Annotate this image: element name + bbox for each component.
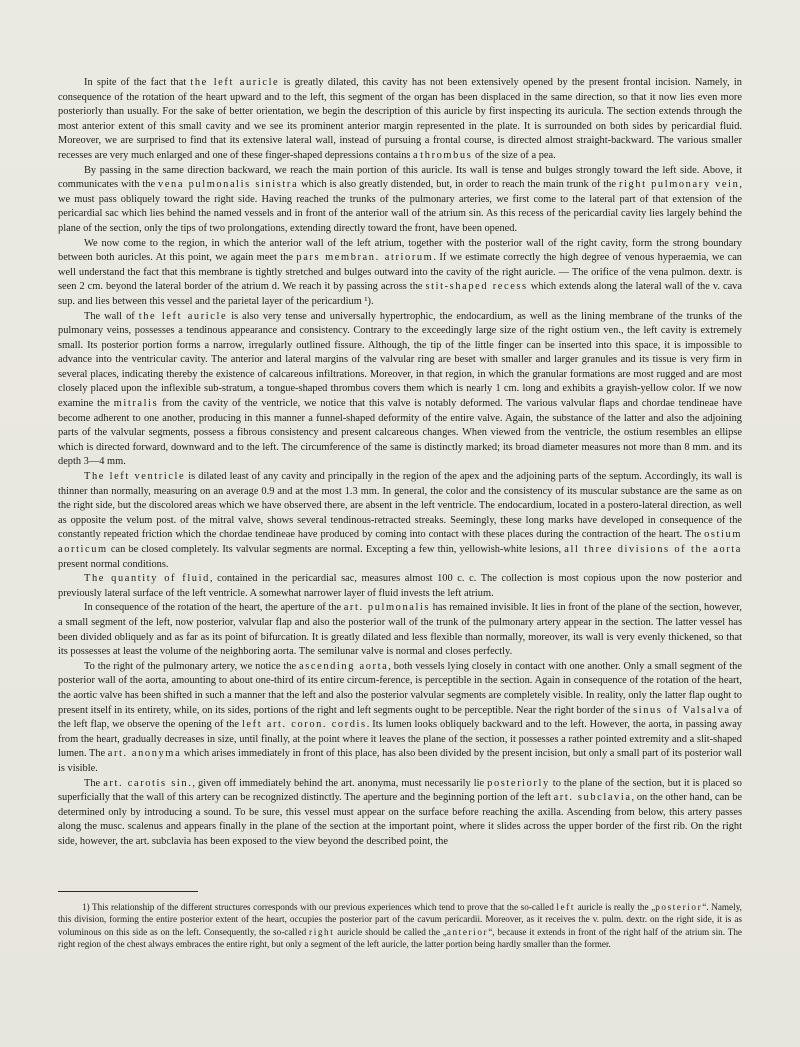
spaced-term: left bbox=[556, 902, 576, 912]
spaced-term: ascending aorta bbox=[299, 660, 389, 672]
text-run: , on the other hand, can be determined only by introducing a sound. To be sure, this vessel must appear on the surface before reaching the axilla. Ascending from below, this artery passes along the musc. scalenus and appears finally in the plane of the section at the important point, where it slides across the upper border of the first rib. On the right side, however, the art. subclavia has been exposed to the view beyond the described point, the bbox=[58, 792, 743, 847]
spaced-term: The left ventricle bbox=[84, 471, 186, 483]
text-run: can be closed completely. Its valvular segments are normal. Excepting a few thin, yellowish-white lesions, bbox=[107, 544, 565, 555]
spaced-term: pars membran. atriorum bbox=[296, 252, 434, 264]
spaced-term: art. pulmonalis bbox=[343, 602, 431, 614]
text-run: is greatly dilated, this cavity has not been extensively opened by the present frontal incision. Namely, in consequence of the rotation of the heart upward and to the left, this segment of the organ has been displaced in the same direction, so that it now lies even more posteriorly than usually. For the sake of better orientation, we begin the description of this auricle by first inspecting its auricula. The section extends through the most anterior extent of this small cavity and we see its prominent anterior margin represented in the plate. It is surrounded on both sides by pericardial fluid. Moreover, we are surprised to find that its extensive lateral wall, instead of pursuing a frontal course, is directed almost straight-backward. The various smaller recesses are very much enlarged and one of these finger-shaped depressions contains a bbox=[58, 77, 742, 161]
text-run: auricle is really the „ bbox=[575, 902, 656, 912]
spaced-term: all three divisions of the aorta bbox=[564, 544, 742, 555]
paragraph bbox=[58, 470, 742, 572]
text-run: . Its lumen looks obliquely backward and to the left. However, the aorta, in passing away from the heart, gradually decreases in size, until finally, at the point where it leaves the plane of the section, it possesses a rather pointed extremity and a slit-shaped lumen. The bbox=[58, 719, 742, 760]
text-run: , both vessels lying closely in contact with one another. Only a small segment of the posterior wall of the aorta, amounting to about one-third of its entire circum-ference, is perceptible in the section. Again in consequence of the rotation of the heart, the aortic valve has been shifted in such a manner that the left and also the posterior valvular segments are completely visible. In reality, only the latter flap ought to present itself in its entirety, while, on its sides, portions of the right and left segments ought to be perceptible. Near the right border of the bbox=[58, 660, 742, 716]
spaced-term: right bbox=[309, 926, 335, 937]
text-run: auricle should be called the „ bbox=[334, 926, 447, 937]
paragraph bbox=[58, 164, 742, 237]
spaced-term: the left auricle bbox=[190, 77, 280, 88]
text-run: 1) This relationship of the different structures corresponds with our previous experiences which tend to prove that the so-called bbox=[82, 902, 557, 912]
text-run: We now come to the region, in which the anterior wall of the left atrium, together with the posterior wall of the right cavity, form the strong boundary between both auricles. At this point, we again meet the bbox=[58, 237, 742, 264]
spaced-term: art. anonyma bbox=[107, 748, 182, 760]
text-run: , given off immediately behind the art. anonyma, must necessarily lie bbox=[192, 777, 488, 789]
paragraph bbox=[58, 237, 742, 310]
text-run: of the left flap, we observe the opening of the bbox=[58, 704, 742, 731]
footnote bbox=[58, 901, 742, 951]
paragraph bbox=[58, 601, 742, 659]
text-run: which arises immediately in front of this place, has also been divided by the present incision, but only a small part of its posterior wall is visible. bbox=[58, 748, 742, 774]
spaced-term: the left auricle bbox=[138, 310, 228, 322]
spaced-term: vena pulmonalis sinistra bbox=[158, 179, 299, 191]
text-run: to the plane of the section, but it is placed so superficially that the wall of this artery can be recognized distinctly. The aperture and the beginning portion of the left bbox=[58, 777, 742, 804]
spaced-term: posteriorly bbox=[487, 777, 550, 789]
paragraph bbox=[58, 310, 742, 471]
spaced-term: art. subclavia bbox=[553, 792, 632, 804]
spaced-term: art. carotis sin. bbox=[103, 777, 193, 789]
text-run: The wall of bbox=[84, 310, 139, 322]
footnote-text bbox=[58, 901, 742, 951]
text-run: , we must pass obliquely toward the right side. Having reached the trunks of the pulmonary arteries, we first come to the lateral part of that extension of the pericardial sac which lies behind the named vessels and in front of the anterior wall of the atrium sin. As this recess of the pericardial cavity lies largely behind the plane of the section, only the tips of two prolongations, extending directly toward the front, have been opened. bbox=[58, 179, 742, 234]
spaced-term: ostium aorticum bbox=[58, 529, 742, 555]
text-run: In spite of the fact that bbox=[84, 77, 191, 88]
body-text bbox=[58, 76, 742, 849]
text-run: of the size of a pea. bbox=[472, 149, 556, 161]
text-run: By passing in the same direction backward, we reach the main portion of this auricle. Its wall is tense and bulges strongly toward the left side. Above, it communicates with the bbox=[58, 164, 742, 191]
text-run: present normal conditions. bbox=[58, 558, 169, 570]
spaced-term: left art. coron. cordis bbox=[241, 719, 367, 731]
spaced-term: anterior bbox=[446, 926, 489, 937]
paragraph bbox=[58, 572, 742, 601]
spaced-term: thrombus bbox=[420, 149, 473, 161]
spaced-term: stit-shaped recess bbox=[425, 281, 528, 293]
paragraph bbox=[58, 777, 742, 850]
text-run: The bbox=[84, 777, 104, 789]
text-run: which extends along the lateral wall of the v. cava sup. and lies between this vessel and the parietal layer of the pericardium ¹). bbox=[58, 281, 742, 307]
text-run: which is also greatly distended, but, in order to reach the main trunk of the bbox=[298, 179, 619, 191]
footnote-divider bbox=[58, 891, 198, 892]
text-run: , contained in the pericardial sac, measures almost 100 c. c. The collection is most copious upon the now posterior and previously lateral surface of the left ventricle. A somewhat narrower layer of fluid invests the left atrium. bbox=[58, 573, 742, 599]
text-run: is also very tense and universally hypertrophic, the endocardium, as well as the lining membrane of the trunks of the pulmonary veins, possesses a tendinous appearance and consistency. Contrary to the exceedingly large size of the right ostium ven., the left cavity is extremely small. Its posterior portion forms a narrow, irregularly outlined fissure. Although, the tip of the little finger can be inserted into this space, it is impossible to advance into the ventricular cavity. The anterior and lateral margins of the valvular ring are beset with smaller and larger granules and its tissue is very firm in several places, indicating thereby the existence of calcareous infiltrations. Moreover, in that region, in which the granular formations are most rugged and are most closely placed upon the inflexible sub-stratum, a tongue-shaped thrombus covers them which is nearly 1 cm. long and exhibits a grayish-yellow color. If we now examine the bbox=[58, 310, 742, 410]
spaced-term: mitralis bbox=[113, 398, 159, 410]
text-run: has remained invisible. It lies in front of the plane of the section, however, a small segment of the left, now posterior, valvular flap and also the posterior wall of the trunk of the pulmonary artery appear in the section. The latter vessel has been divided obliquely and as far as its point of bifurcation. It is greatly dilated and less flexible than normally, moreover, its wall is very evenly thickened, so that its possesses at least the volume of the neighboring aorta. The semilunar valve is normal and closes perfectly. bbox=[58, 602, 742, 658]
text-run: “, because it extends in front of the right half of the atrium sin. The right region of the chest always embraces the entire right, but only a segment of the left auricle, the latter portion being hardly smaller than the former. bbox=[58, 926, 742, 950]
spaced-term: sinus of Valsalva bbox=[633, 704, 731, 716]
text-run: . If we estimate correctly the high degree of venous hyperaemia, we can well understand the fact that this membrane is tightly stretched and bulges outward into the cavity of the right auricle. — The orifice of the vena pulmon. dextr. is seen 2 cm. beyond the lateral border of the atrium d. We reach it by passing across the bbox=[58, 252, 743, 293]
spaced-term: The quantity of fluid bbox=[84, 573, 210, 585]
text-run: “. Namely, this division, forming the entire posterior extent of the heart, occupies the posterior part of the cavum pericardii. Moreover, as it receives the v. pulm. dextr. on the right side, it is as voluminous on this side as on the left. Consequently, the so-called bbox=[58, 902, 742, 937]
text-run: from the cavity of the ventricle, we notice that this valve is notably deformed. The various valvular flaps and chordae tendineae have become adherent to one another, producing in this manner a funnel-shaped deformity of the entire valve. Again, the substance of the latter and also the adjoining parts of the valvular segments, possess a fibrous consistency and present calcareous changes. When viewed from the ventricle, the ostium resembles an ellipse which is directed forward, downward and to the left. The circumference of the same is distinctly marked; its broad diameter measures not more than 8 mm. and its depth 3—4 mm. bbox=[58, 398, 742, 468]
paragraph bbox=[58, 76, 742, 164]
spaced-term: right pulmonary vein bbox=[618, 179, 740, 191]
spaced-term: posterior bbox=[655, 902, 703, 912]
text-run: To the right of the pulmonary artery, we notice the bbox=[84, 660, 300, 672]
text-run: In consequence of the rotation of the heart, the aperture of the bbox=[84, 602, 344, 614]
text-run: is dilated least of any cavity and principally in the region of the apex and the adjoining parts of the septum. Accordingly, its wall is thinner than normally, measuring on an average 0.9 and at the most 1.3 mm. In general, the color and the consistency of its muscular substance are the same as on the right side, but the discolored areas which we have observed there, are absent in the left ventricle. The endocardium, located in a postero-lateral direction, as well as opposite the velum post. of the mitral valve, shows several tendinous-retracted streaks. Seemingly, these long marks have developed in consequence of the constantly repeated friction which the chordae tendineae have produced by coming into contact with these places during the contraction of the heart. The bbox=[58, 471, 742, 541]
paragraph bbox=[58, 660, 742, 777]
